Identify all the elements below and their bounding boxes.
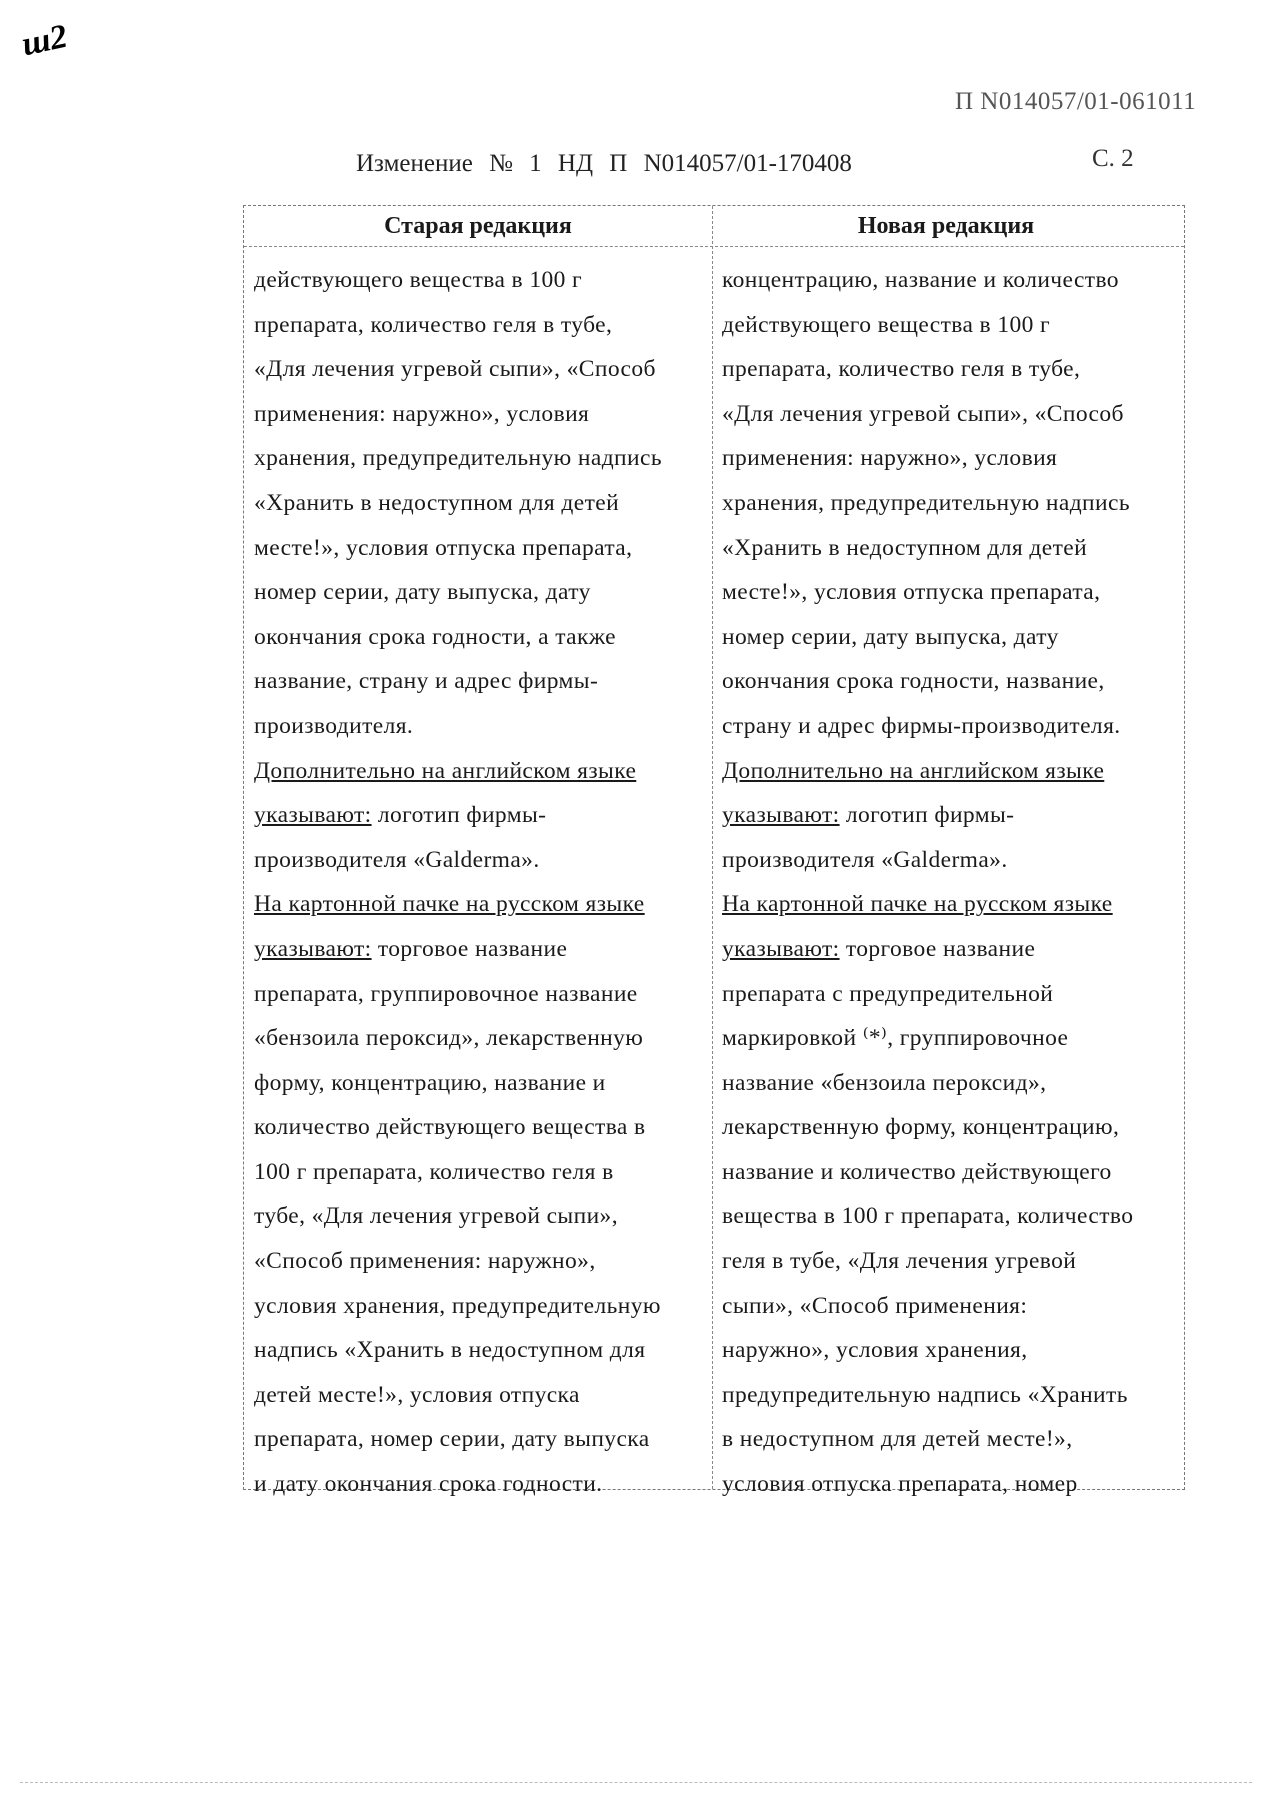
comparison-table xyxy=(243,205,1185,1498)
text-line xyxy=(722,347,1133,392)
text-line xyxy=(722,793,1133,838)
line-text: и дату окончания срока годности. xyxy=(254,1471,603,1498)
line-text: номер серии, дату выпуска, дату xyxy=(254,579,591,606)
text-line xyxy=(254,749,662,794)
line-text: препарата, группировочное название xyxy=(254,980,638,1007)
text-line xyxy=(722,1284,1133,1329)
text-line xyxy=(722,258,1133,303)
line-text: действующего вещества в 100 г xyxy=(254,267,583,293)
line-text: хранения, предупредительную надпись xyxy=(254,445,662,472)
line-text: наружно», условия хранения, xyxy=(722,1337,1028,1364)
old-edition-column xyxy=(254,258,662,1507)
text-line xyxy=(254,1194,662,1239)
header-new-edition: Новая редакция xyxy=(857,213,1035,239)
line-text: геля в тубе, «Для лечения угревой xyxy=(722,1248,1077,1275)
text-line xyxy=(254,347,662,392)
line-text: количество действующего вещества в xyxy=(254,1114,646,1141)
text-line xyxy=(722,972,1133,1017)
text-line xyxy=(722,481,1133,526)
text-line xyxy=(722,704,1133,749)
line-text: применения: наружно», условия xyxy=(254,400,590,427)
header-old-edition: Старая редакция xyxy=(384,213,572,239)
line-text: название и количество действующего xyxy=(722,1158,1112,1185)
text-line xyxy=(254,972,662,1017)
line-text: предупредительную надпись «Хранить xyxy=(722,1381,1128,1408)
text-line xyxy=(254,1150,662,1195)
line-text: маркировкой ⁽*⁾, группировочное xyxy=(722,1025,1069,1052)
text-line xyxy=(254,927,662,972)
column-divider xyxy=(712,206,713,1489)
line-text: форму, концентрацию, название и xyxy=(254,1069,606,1096)
page-number: С. 2 xyxy=(1092,145,1134,172)
line-text: вещества в 100 г препарата, количество xyxy=(722,1203,1134,1230)
text-line xyxy=(722,1150,1133,1195)
line-text: логотип фирмы- xyxy=(839,802,1015,829)
underlined-heading: указывают: xyxy=(254,802,372,829)
text-line xyxy=(254,1462,662,1507)
line-text: 100 г препарата, количество геля в xyxy=(254,1158,614,1185)
text-line xyxy=(254,258,662,303)
text-line xyxy=(722,882,1133,927)
line-text: логотип фирмы- xyxy=(371,802,547,829)
header-divider xyxy=(244,246,1184,247)
text-line xyxy=(254,303,662,348)
line-text: торговое название xyxy=(839,935,1036,962)
text-line xyxy=(254,704,662,749)
change-title: Изменение № 1 НД П N014057/01-170408 xyxy=(356,150,852,177)
text-line xyxy=(254,1239,662,1284)
underlined-heading: Дополнительно на английском языке xyxy=(722,757,1105,784)
line-text: «Для лечения угревой сыпи», «Способ xyxy=(254,356,656,383)
line-text: «бензоила пероксид», лекарственную xyxy=(254,1025,644,1052)
line-text: окончания срока годности, а также xyxy=(254,623,616,650)
text-line xyxy=(722,615,1133,660)
text-line xyxy=(254,1016,662,1061)
text-line xyxy=(254,1373,662,1418)
text-line xyxy=(722,838,1133,883)
text-line xyxy=(722,1239,1133,1284)
text-line xyxy=(254,1284,662,1329)
text-line xyxy=(722,1061,1133,1106)
underlined-heading: указывают: xyxy=(722,935,840,962)
text-line xyxy=(722,1417,1133,1462)
line-text: лекарственную форму, концентрацию, xyxy=(722,1114,1120,1141)
text-line xyxy=(254,615,662,660)
text-line xyxy=(722,526,1133,571)
text-line xyxy=(722,1016,1133,1061)
line-text: номер серии, дату выпуска, дату xyxy=(722,623,1059,650)
line-text: страну и адрес фирмы-производителя. xyxy=(722,712,1121,739)
new-edition-column xyxy=(722,258,1133,1507)
handwritten-page-mark: ш2 xyxy=(18,17,71,64)
text-line xyxy=(254,526,662,571)
document-code: П N014057/01-061011 xyxy=(955,88,1197,115)
line-text: производителя «Galderma». xyxy=(254,846,540,873)
line-text: препарата, количество геля в тубе, xyxy=(722,356,1081,383)
text-line xyxy=(254,659,662,704)
line-text: месте!», условия отпуска препарата, xyxy=(722,579,1101,606)
underlined-heading: Дополнительно на английском языке xyxy=(254,757,637,784)
text-line xyxy=(254,1061,662,1106)
line-text: сыпи», «Способ применения: xyxy=(722,1292,1028,1319)
text-line xyxy=(254,838,662,883)
text-line xyxy=(254,1105,662,1150)
line-text: месте!», условия отпуска препарата, xyxy=(254,534,633,561)
underlined-heading: На картонной пачке на русском языке xyxy=(722,891,1113,918)
line-text: тубе, «Для лечения угревой сыпи», xyxy=(254,1203,618,1230)
line-text: препарата, номер серии, дату выпуска xyxy=(254,1426,650,1453)
text-line xyxy=(254,392,662,437)
underlined-heading: На картонной пачке на русском языке xyxy=(254,891,645,918)
text-line xyxy=(254,1417,662,1462)
line-text: окончания срока годности, название, xyxy=(722,668,1105,695)
text-line xyxy=(722,1194,1133,1239)
line-text: «Способ применения: наружно», xyxy=(254,1248,596,1275)
line-text: название, страну и адрес фирмы- xyxy=(254,668,599,695)
line-text: производителя «Galderma». xyxy=(722,846,1008,873)
text-line xyxy=(722,1105,1133,1150)
underlined-heading: указывают: xyxy=(254,935,372,962)
line-text: надпись «Хранить в недоступном для xyxy=(254,1337,646,1364)
line-text: «Хранить в недоступном для детей xyxy=(722,534,1088,561)
line-text: производителя. xyxy=(254,712,414,739)
scan-edge-line xyxy=(20,1782,1252,1783)
text-line xyxy=(254,793,662,838)
text-line xyxy=(254,1328,662,1373)
underlined-heading: указывают: xyxy=(722,802,840,829)
line-text: «Для лечения угревой сыпи», «Способ xyxy=(722,400,1124,427)
text-line xyxy=(722,436,1133,481)
text-line xyxy=(722,749,1133,794)
line-text: хранения, предупредительную надпись xyxy=(722,489,1130,516)
text-line xyxy=(254,570,662,615)
line-text: детей месте!», условия отпуска xyxy=(254,1381,580,1408)
text-line xyxy=(722,570,1133,615)
line-text: условия хранения, предупредительную xyxy=(254,1292,661,1319)
text-line xyxy=(254,481,662,526)
text-line xyxy=(722,1462,1133,1507)
text-line xyxy=(722,659,1133,704)
line-text: торговое название xyxy=(371,935,568,962)
text-line xyxy=(254,436,662,481)
text-line xyxy=(722,1328,1133,1373)
text-line xyxy=(722,1373,1133,1418)
line-text: препарата с предупредительной xyxy=(722,980,1054,1007)
line-text: концентрацию, название и количество xyxy=(722,267,1119,293)
line-text: препарата, количество геля в тубе, xyxy=(254,311,613,338)
text-line xyxy=(722,303,1133,348)
line-text: действующего вещества в 100 г xyxy=(722,311,1051,338)
text-line xyxy=(254,882,662,927)
line-text: условия отпуска препарата, номер xyxy=(722,1471,1078,1498)
text-line xyxy=(722,927,1133,972)
line-text: название «бензоила пероксид», xyxy=(722,1069,1047,1096)
line-text: «Хранить в недоступном для детей xyxy=(254,489,620,516)
line-text: в недоступном для детей месте!», xyxy=(722,1426,1073,1453)
line-text: применения: наружно», условия xyxy=(722,445,1058,472)
text-line xyxy=(722,392,1133,437)
